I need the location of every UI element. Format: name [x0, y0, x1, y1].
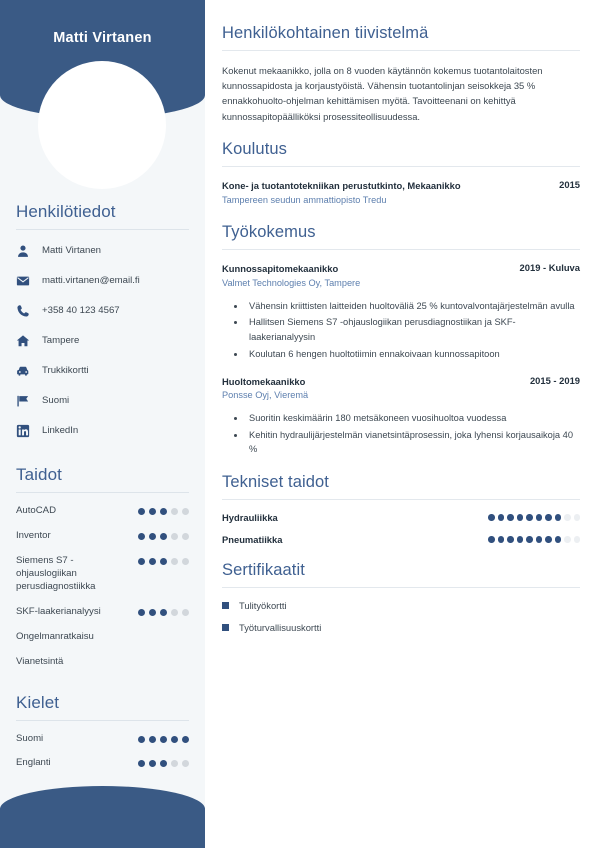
education-entry [222, 179, 580, 207]
skills-heading: Taidot [16, 465, 62, 484]
certificates-heading: Sertifikaatit [222, 561, 305, 580]
sidebar [0, 0, 205, 848]
job-date: 2015 - 2019 [529, 374, 580, 386]
main-content [205, 0, 600, 848]
rating-dot [171, 609, 178, 616]
rating-dot [507, 536, 514, 543]
rating-dot [488, 514, 495, 521]
certificate-name: Tulityökortti [239, 600, 287, 612]
certificate-row [222, 622, 580, 633]
skill-row [16, 505, 189, 518]
rating-dot [138, 558, 145, 565]
rating-dot [564, 514, 571, 521]
contact-row[interactable] [16, 362, 189, 379]
contact-row[interactable] [16, 302, 189, 319]
rating-dot [574, 514, 581, 521]
rating-dot [160, 760, 167, 767]
certificates-divider [222, 587, 580, 588]
rating-dot [149, 760, 156, 767]
rating-dot [149, 558, 156, 565]
rating-dot [564, 536, 571, 543]
skill-name: Vianetsintä [16, 655, 64, 667]
contact-row[interactable] [16, 332, 189, 349]
language-name: Englanti [16, 757, 51, 769]
job-bullet: • Koulutan 6 hengen huoltotiimin ennakoivaan kunnossapitoon [246, 347, 580, 362]
linkedin-icon [16, 424, 42, 438]
rating-dots [138, 606, 189, 616]
contact-list [16, 242, 189, 439]
rating-dot [149, 508, 156, 515]
rating-dot [160, 609, 167, 616]
rating-dot [488, 536, 495, 543]
rating-dots [488, 514, 580, 521]
skill-name: Inventor [16, 529, 51, 541]
certificates-list [222, 600, 580, 633]
contact-section [16, 202, 189, 439]
rating-dots [138, 733, 189, 743]
contact-row[interactable] [16, 242, 189, 259]
skill-row [16, 606, 189, 619]
job-date: 2019 - Kuluva [519, 262, 580, 274]
rating-dot [171, 736, 178, 743]
rating-dot [182, 760, 189, 767]
skill-row [16, 656, 189, 669]
rating-dot [149, 736, 156, 743]
car-icon [16, 364, 42, 378]
person-icon [16, 244, 42, 258]
rating-dot [160, 533, 167, 540]
rating-dot [182, 558, 189, 565]
phone-icon [16, 304, 42, 318]
contact-row[interactable] [16, 272, 189, 289]
rating-dot [536, 514, 543, 521]
job-bullet: • Suoritin keskimäärin 180 metsäkoneen vuosihuoltoa vuodessa [246, 411, 580, 426]
rating-dots [138, 555, 189, 565]
experience-heading: Työkokemus [222, 223, 316, 242]
rating-dots [138, 505, 189, 515]
entry-header [222, 262, 580, 276]
rating-dot [574, 536, 581, 543]
languages-list [16, 733, 189, 771]
rating-dot [536, 536, 543, 543]
experience-list [222, 262, 580, 457]
contact-value: LinkedIn [42, 424, 79, 436]
skills-divider [16, 492, 189, 493]
job-bullet-list [222, 299, 580, 362]
rating-dot [517, 536, 524, 543]
envelope-icon [16, 274, 42, 288]
rating-dot [182, 736, 189, 743]
rating-dot [498, 514, 505, 521]
languages-divider [16, 720, 189, 721]
job-employer: Ponsse Oyj, Vieremä [222, 390, 309, 401]
education-heading: Koulutus [222, 139, 288, 158]
contact-row[interactable] [16, 392, 189, 409]
rating-dot [545, 536, 552, 543]
rating-dots [488, 536, 580, 543]
job-bullet: • Hallitsen Siemens S7 -ohjauslogiikan perusdiagnostiikan ja SKF-laakerianalyysin [246, 315, 580, 344]
tech-skills-list [222, 512, 580, 545]
sidebar-footer-band [0, 786, 205, 848]
language-row [16, 733, 189, 746]
contact-value: Tampere [42, 334, 80, 346]
job-title: Kunnossapitomekaanikko [222, 263, 339, 275]
summary-divider [222, 50, 580, 51]
skill-row [16, 631, 189, 644]
certificate-name: Työturvallisuuskortti [239, 622, 322, 634]
languages-heading: Kielet [16, 692, 60, 712]
job-bullet: • Kehitin hydraulijärjestelmän vianetsintäprosessin, joka lyhensi korjausaikoja 40 % [246, 428, 580, 457]
sidebar-content [0, 0, 205, 770]
contact-value: Suomi [42, 394, 70, 406]
tech-skill-name: Hydrauliikka [222, 512, 278, 524]
rating-dot [555, 536, 562, 543]
job-bullet: • Vähensin kriittisten laitteiden huoltoväliä 25 % kuntovalvontajärjestelmän avulla [246, 299, 580, 314]
rating-dot [138, 736, 145, 743]
rating-dot [138, 533, 145, 540]
rating-dot [182, 533, 189, 540]
education-title: Kone- ja tuotantotekniikan perustutkinto, Mekaanikko [222, 179, 461, 191]
tech-skill-name: Pneumatiikka [222, 534, 283, 546]
skill-name: AutoCAD [16, 505, 56, 516]
contact-value: +358 40 123 4567 [42, 304, 120, 316]
rating-dot [138, 508, 145, 515]
skills-section [16, 465, 189, 669]
experience-entry [222, 375, 580, 457]
summary-text: Kokenut mekaanikko, jolla on 8 vuoden käytännön kokemus tuotantolaitosten kunnossapidosta ja korjaustyöistä. Vähensin tuotantolinjan seisokkeja 35 % ennakkohuolto-ohjelman kehittämisen myötä. Tavoitteenani on kehittyä kunnossapitopäälliköksi prosessiteollisuudessa. [222, 65, 543, 122]
entry-header [222, 375, 580, 389]
skills-list [16, 505, 189, 669]
rating-dot [171, 508, 178, 515]
languages-section [16, 693, 189, 771]
rating-dot [160, 508, 167, 515]
rating-dot [171, 760, 178, 767]
tech-skills-heading: Tekniset taidot [222, 473, 329, 492]
rating-dot [160, 558, 167, 565]
rating-dots [138, 757, 189, 767]
rating-dot [526, 536, 533, 543]
language-name: Suomi [16, 732, 44, 744]
rating-dot [160, 736, 167, 743]
contact-value: Trukkikortti [42, 364, 89, 376]
rating-dot [545, 514, 552, 521]
job-title: Huoltomekaanikko [222, 375, 306, 387]
rating-dot [149, 609, 156, 616]
certificate-row [222, 600, 580, 611]
tech-skills-section [222, 473, 580, 545]
contact-divider [16, 229, 189, 230]
experience-entry [222, 262, 580, 361]
rating-dot [138, 760, 145, 767]
home-icon [16, 334, 42, 348]
education-date: 2015 [559, 178, 580, 190]
certificates-section [222, 561, 580, 633]
summary-heading: Henkilökohtainen tiivistelmä [222, 24, 429, 42]
education-section [222, 140, 580, 207]
education-list [222, 179, 580, 207]
rating-dot [517, 514, 524, 521]
contact-heading: Henkilötiedot [16, 202, 116, 221]
skill-name: Siemens S7 -ohjauslogiikan perusdiagnostiikka [16, 554, 96, 592]
skill-name: Ongelmanratkaisu [16, 630, 94, 642]
rating-dot [555, 514, 562, 521]
entry-header [222, 179, 580, 193]
rating-dot [526, 514, 533, 521]
summary-section [222, 24, 580, 124]
rating-dot [507, 514, 514, 521]
square-bullet-icon [222, 602, 229, 609]
contact-value: matti.virtanen@email.fi [42, 274, 140, 286]
flag-icon [16, 394, 42, 408]
contact-row[interactable] [16, 422, 189, 439]
tech-skill-row [222, 534, 580, 545]
candidate-name: Matti Virtanen [53, 30, 152, 46]
rating-dot [498, 536, 505, 543]
job-bullet-list [222, 411, 580, 457]
rating-dot [149, 533, 156, 540]
rating-dot [182, 508, 189, 515]
rating-dot [171, 558, 178, 565]
job-employer: Valmet Technologies Oy, Tampere [222, 277, 361, 288]
experience-section [222, 223, 580, 457]
square-bullet-icon [222, 624, 229, 631]
skill-row [16, 555, 189, 594]
tech-skill-row [222, 512, 580, 523]
education-divider [222, 166, 580, 167]
skill-row [16, 530, 189, 543]
education-institution: Tampereen seudun ammattiopisto Tredu [222, 194, 387, 205]
language-row [16, 757, 189, 770]
rating-dot [182, 609, 189, 616]
rating-dot [171, 533, 178, 540]
contact-value: Matti Virtanen [42, 244, 102, 256]
tech-skills-divider [222, 499, 580, 500]
skill-name: SKF-laakerianalyysi [16, 605, 101, 617]
rating-dot [138, 609, 145, 616]
rating-dots [138, 530, 189, 540]
experience-divider [222, 249, 580, 250]
